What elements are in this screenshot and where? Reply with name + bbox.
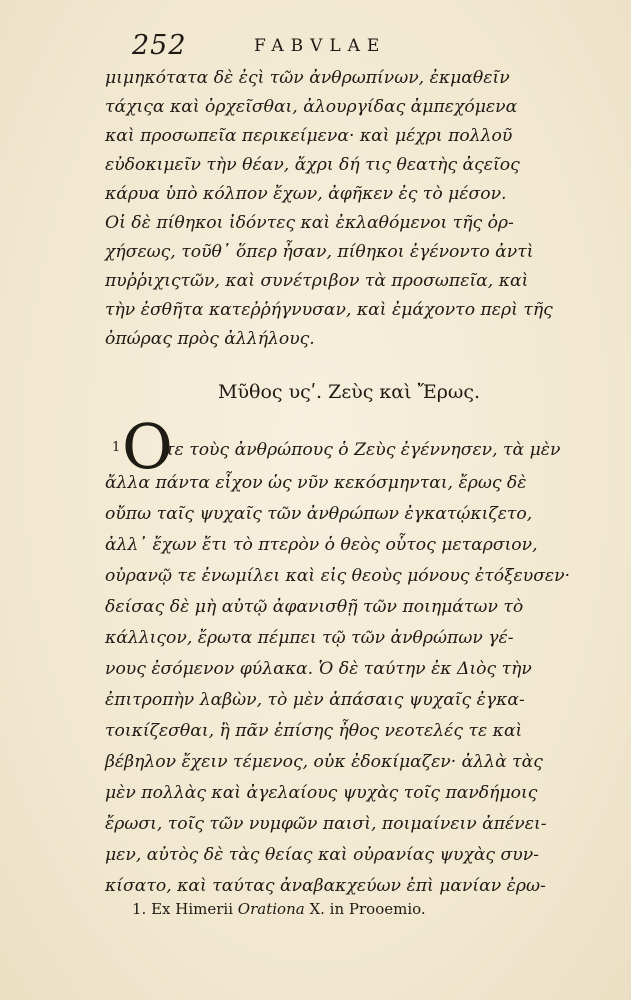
text-line: δείσας δὲ μὴ αὐτῷ ἀφανισθῇ τῶν ποιημάτων τὸ [105, 597, 524, 617]
text-line: καὶ προσωπεῖα περικείμενα· καὶ μέχρι πολλοῦ [105, 126, 513, 146]
footnote-marker: 1 [112, 440, 121, 455]
text-line: κάλλιςον, ἔρωτα πέμπει τῷ τῶν ἀνθρώπων γέ- [105, 628, 514, 648]
text-line: εὐδοκιμεῖν τὴν θέαν, ἄχρι δή τις θεατὴς ἀςεῖος [105, 155, 520, 175]
footnote-number: 1. [132, 900, 147, 918]
text-line: χήσεως, τοῦθ᾽ ὅπερ ἦσαν, πίθηκοι ἐγένοντο ἀντὶ [105, 242, 534, 262]
text-line: τὴν ἐσθῆτα κατεῤῥήγνυσαν, καὶ ἐμάχοντο περὶ τῆς [105, 300, 553, 320]
text-line: πυῤῥιχιςτῶν, καὶ συνέτριβον τὰ προσωπεῖα, καὶ [105, 271, 529, 291]
text-line: τάχιςα καὶ ὀρχεῖσθαι, ἀλουργίδας ἀμπεχόμενα [105, 97, 518, 117]
text-line: οὔπω ταῖς ψυχαῖς τῶν ἀνθρώπων ἐγκατῴκιζετο, [105, 504, 533, 524]
running-title: FABVLAE [254, 36, 387, 56]
text-line: ὀπώρας πρὸς ἀλλήλους. [105, 329, 315, 349]
text-line: τοικίζεσθαι, ἢ πᾶν ἐπίσης ἦθος νεοτελές τε καὶ [105, 721, 523, 741]
text-line: μεν, αὐτὸς δὲ τὰς θείας καὶ οὐρανίας ψυχὰς συν- [105, 845, 539, 865]
footnote-suffix: X. in Prooemio. [309, 900, 426, 918]
text-line: νους ἐσόμενον φύλακα. Ὁ δὲ ταύτην ἐκ Διὸς τὴν [105, 659, 532, 679]
footnote [132, 900, 426, 918]
text-line: ἄλλα πάντα εἶχον ὡς νῦν κεκόσμηνται, ἔρως δὲ [105, 473, 527, 493]
page-number: 252 [132, 30, 187, 61]
text-line: κίσατο, καὶ ταύτας ἀναβακχεύων ἐπὶ μανίαν ἐρω- [105, 876, 546, 896]
page-header [132, 30, 462, 64]
text-line: Οἱ δὲ πίθηκοι ἰδόντες καὶ ἐκλαθόμενοι τῆς ὀρ- [105, 213, 514, 233]
text-line: ἔρωσι, τοῖς τῶν νυμφῶν παισὶ, ποιμαίνειν ἀπένει- [105, 814, 547, 834]
drop-cap: Ο [122, 410, 173, 483]
text-line: τε τοὺς ἀνθρώπους ὁ Ζεὺς ἐγέννησεν, τὰ μὲν [165, 440, 561, 460]
text-line: μὲν πολλὰς καὶ ἀγελαίους ψυχὰς τοῖς πανδήμοις [105, 783, 538, 803]
text-line: κάρυα ὑπὸ κόλπον ἔχων, ἀφῆκεν ἐς τὸ μέσον. [105, 184, 507, 204]
fable-title: Μῦθος υςʹ. Ζεὺς καὶ Ἔρως. [218, 381, 481, 403]
footnote-work-title: Orationa [237, 900, 305, 918]
footnote-prefix: Ex Himerii [151, 900, 234, 918]
text-line: οὐρανῷ τε ἐνωμίλει καὶ εἰς θεοὺς μόνους ἐτόξευσεν· [105, 566, 571, 586]
text-line: ἀλλ᾽ ἔχων ἔτι τὸ πτερὸν ὁ θεὸς οὗτος μεταρσιον, [105, 535, 538, 555]
text-line: ἐπιτροπὴν λαβὼν, τὸ μὲν ἁπάσαις ψυχαῖς ἐγκα- [105, 690, 525, 710]
text-line: βέβηλον ἔχειν τέμενος, οὐκ ἐδοκίμαζεν· ἀλλὰ τὰς [105, 752, 543, 772]
text-line: μιμηκότατα δὲ ἐςὶ τῶν ἀνθρωπίνων, ἐκμαθεῖν [105, 68, 510, 88]
